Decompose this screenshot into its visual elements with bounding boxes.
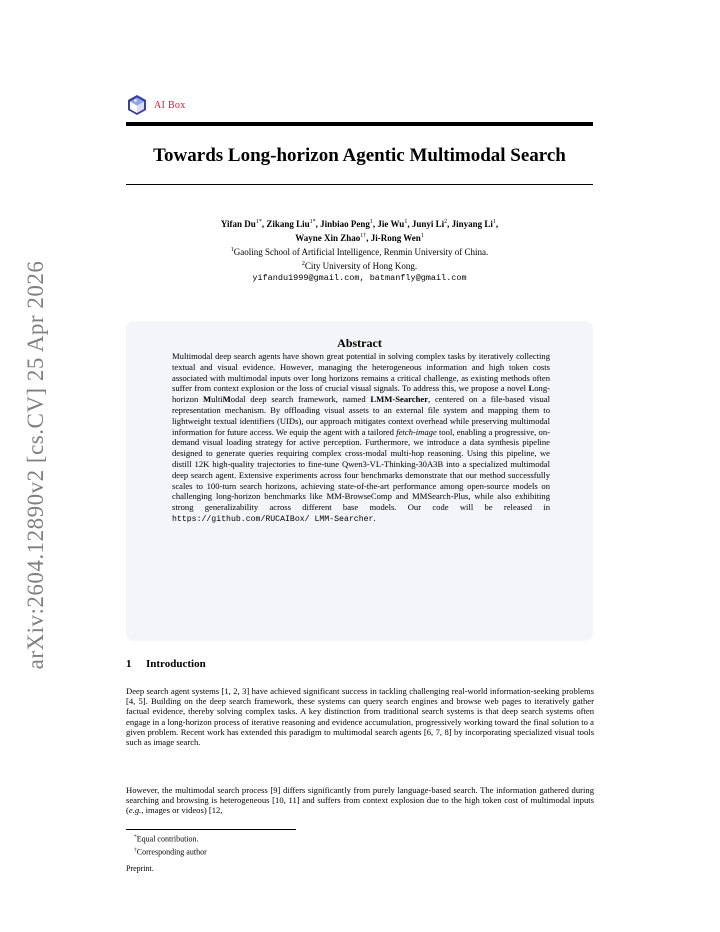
author-list-line-2: Wayne Xin Zhao$^{1\dagger}$, Ji-Rong Wen$^1$ [295,233,424,243]
footnote-equal-contribution: *Equal contribution. [134,834,199,844]
intro-paragraph-1: Deep search agent systems [1, 2, 3] have achieved significant success in tackling challenging real-world information-seeking problems [4, 5]. Building on the deep search framework, these systems can query search engines and browse web pages to iteratively gather factual evidence, thereby solving complex tasks. A key distinction from traditional search systems is that deep search systems often engage in a long-horizon process of iterative reasoning and evidence accumulation, progressively working toward the final solution to a given problem. Recent work has extended this paradigm to multimodal search agents [6, 7, 8] by incorporating specialized visual tools such as image search. [126,686,594,748]
author-emails: yifandu1999@gmail.com, batmanfly@gmail.com [252,273,467,283]
title-rule [126,184,593,185]
author-list-line-1: Yifan $Du^{1*}$, Zikang Liu$^{1*}$, Jinbiao Peng$^1$, Jie Wu$^1$, Junyi Li$^2$, Jinyang Li$^1$, [220,219,499,229]
abstract-body: Multimodal deep search agents have shown great potential in solving complex tasks by iteratively collecting textual and visual evidence. However, managing the heterogeneous information and high token costs associated with multimodal inputs over long horizons remains a critical challenge, as existing methods often suffer from context explosion or the loss of crucial visual signals. To address this, we propose a novel Long-horizon MultiModal deep search framework, named LMM-Searcher, centered on a file-based visual representation mechanism. By offloading visual assets to an external file system and mapping them to lightweight textual identifiers (UIDs), our approach mitigates context overhead while preserving multimodal information for future access. We equip the agent with a tailored fetch-image tool, enabling a progressive, on-demand visual loading strategy for active perception. Furthermore, we introduce a data synthesis pipeline designed to generate queries requiring complex cross-modal multi-hop reasoning. Using this pipeline, we distill 12K high-quality trajectories to fine-tune Qwen3-VL-Thinking-30A3B into a specialized multimodal deep search agent. Extensive experiments across four benchmarks demonstrate that our method successfully scales to 100-turn search horizons, achieving state-of-the-art performance among open-source models on challenging long-horizon benchmarks like MM-BrowseComp and MMSearch-Plus, while also exhibiting strong generalizability across different base models. Our code will be released in https://github.com/RUCAIBox/ LMM-Searcher. [172,351,551,524]
affiliation-1: $^1$Gaoling School of Artificial Intelligence, Renmin University of China. [230,247,489,257]
footnote-corresponding-author: †Corresponding author [134,846,207,857]
aibox-logo-text: AI Box [154,99,186,111]
intro-paragraph-2: However, the multimodal search process [9] differs significantly from purely language-based search. The information gathered during searching and browsing is heterogeneous [10, 11] and suffers from context explosion due to the high token cost of multimodal inputs (e.g., images or videos) [12, [126,785,594,816]
affiliation-2: $^2$City University of Hong Kong. [301,261,418,271]
footnote-rule [126,829,296,830]
author-block [126,216,593,284]
aibox-logo-icon [126,94,148,116]
preprint-label: Preprint. [126,864,154,873]
footnotes [134,832,207,857]
aibox-logo [126,94,186,116]
paper-title: Towards Long-horizon Agentic Multimodal Search [153,145,566,166]
section-heading-introduction [126,658,206,670]
top-rule [126,122,593,126]
abstract-heading: Abstract [337,336,382,350]
section-title: Introduction [146,658,206,670]
arxiv-identifier-stamp: arXiv:2604.12890v2 [cs.CV] 25 Apr 2026 [23,260,48,670]
section-number: 1 [126,658,132,670]
